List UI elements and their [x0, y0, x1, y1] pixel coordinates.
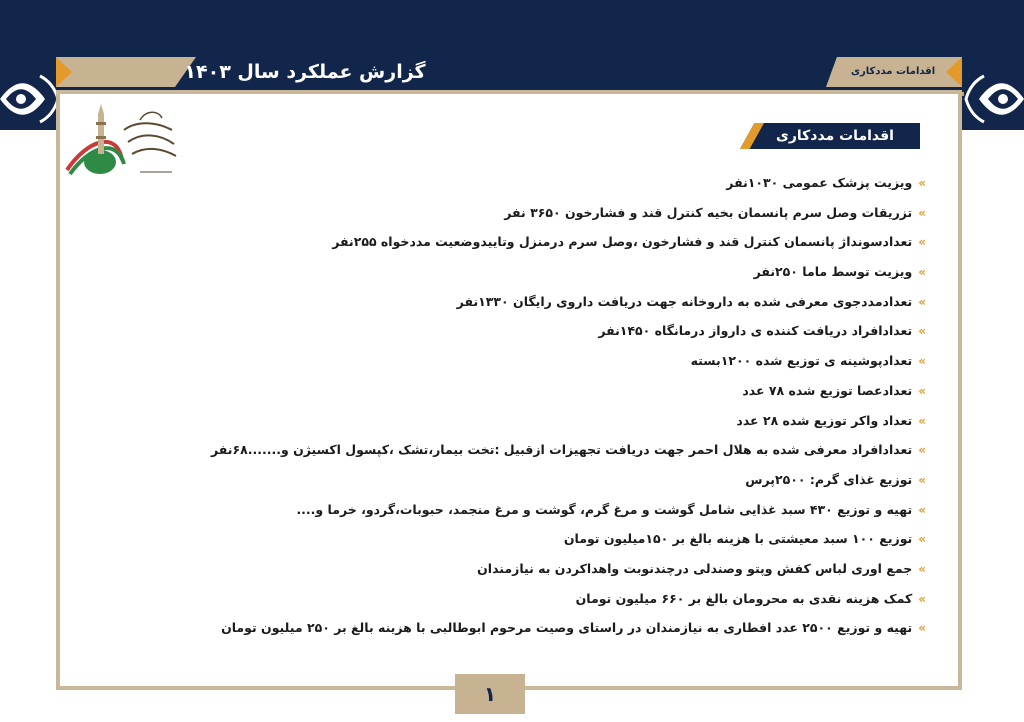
section-tab-label: اقدامات مددکاری: [850, 66, 936, 77]
bullet-icon: »: [918, 324, 926, 339]
institution-logo: [62, 100, 182, 188]
list-item: »تعدادپوشینه ی توزیع شده ۱۲۰۰بسته: [690, 353, 926, 369]
section-tab-accent: [946, 57, 962, 87]
list-item: »توزیع غذای گرم: ۲۵۰۰پرس: [745, 471, 926, 487]
bullet-icon: »: [918, 205, 926, 220]
title-tab-accent: [56, 57, 72, 87]
bullet-icon: »: [918, 591, 926, 606]
bullet-icon: »: [918, 621, 926, 636]
page-number: ۱: [455, 674, 525, 714]
left-ornament-icon: [0, 68, 60, 130]
bullet-icon: »: [918, 235, 926, 250]
list-item: »تهیه و توزیع ۲۵۰۰ عدد افطاری به نیازمندان در راستای وصیت مرحوم ابوطالبی با هزینه بالغ بر ۲۵۰ میلیون تومان: [221, 620, 926, 636]
bullet-icon: »: [918, 443, 926, 458]
page-title: گزارش عملکرد سال ۱۴۰۳: [184, 61, 426, 83]
list-item: »تهیه و توزیع ۴۳۰ سبد غذایی شامل گوشت و مرغ گرم، گوشت و مرغ منجمد، حبوبات،گردو، خرما و....: [296, 501, 926, 517]
bullet-icon: »: [918, 176, 926, 190]
activity-list: [211, 168, 926, 643]
section-heading: اقدامات مددکاری: [776, 128, 894, 144]
list-item: »تعدادسونداژ پانسمان کنترل قند و فشارخون ،وصل سرم درمنزل وتاییدوضعیت مددخواه ۲۵۵نفر: [332, 234, 926, 250]
list-item: »تعدادافراد دریافت کننده ی دارواز درمانگاه ۱۴۵۰نفر: [598, 323, 926, 339]
bullet-icon: »: [918, 532, 926, 547]
list-item: »ویزیت توسط ماما ۲۵۰نفر: [753, 264, 926, 280]
bullet-icon: »: [918, 383, 926, 398]
list-item: »تعدادمددجوی معرفی شده به داروخانه جهت دریافت داروی رایگان ۱۳۳۰نفر: [456, 293, 926, 309]
bullet-icon: »: [918, 265, 926, 280]
bullet-icon: »: [918, 561, 926, 576]
bullet-icon: »: [918, 413, 926, 428]
list-item: »کمک هزینه نقدی به محرومان بالغ بر ۶۶۰ میلیون تومان: [575, 590, 926, 606]
list-item: »تعدادافراد معرفی شده به هلال احمر جهت دریافت تجهیزات ازقبیل :تخت بیمار،تشک ،کپسول اکسیژن و.......۶۸نفر: [211, 442, 926, 458]
list-item: »جمع اوری لباس کفش وپتو وصندلی درچندنوبت واهداکردن به نیازمندان: [477, 560, 926, 576]
bullet-icon: »: [918, 472, 926, 487]
bullet-icon: »: [918, 294, 926, 309]
list-item: »تعدادعصا توزیع شده ۷۸ عدد: [742, 382, 926, 398]
title-tab-decoration: [56, 57, 196, 87]
right-ornament-icon: [964, 68, 1024, 130]
bullet-icon: »: [918, 502, 926, 517]
bullet-icon: »: [918, 354, 926, 369]
list-item: »تعداد واکر توزیع شده ۲۸ عدد: [736, 412, 926, 428]
list-item: »تزریقات وصل سرم پانسمان بخیه کنترل قند و فشارخون ۳۶۵۰ نفر: [504, 204, 926, 220]
list-item: »توزیع ۱۰۰ سبد معیشتی با هزینه بالغ بر ۱۵۰میلیون تومان: [563, 531, 926, 547]
list-item: »ویزیت پزشک عمومی ۱۰۳۰نفر: [726, 175, 926, 190]
